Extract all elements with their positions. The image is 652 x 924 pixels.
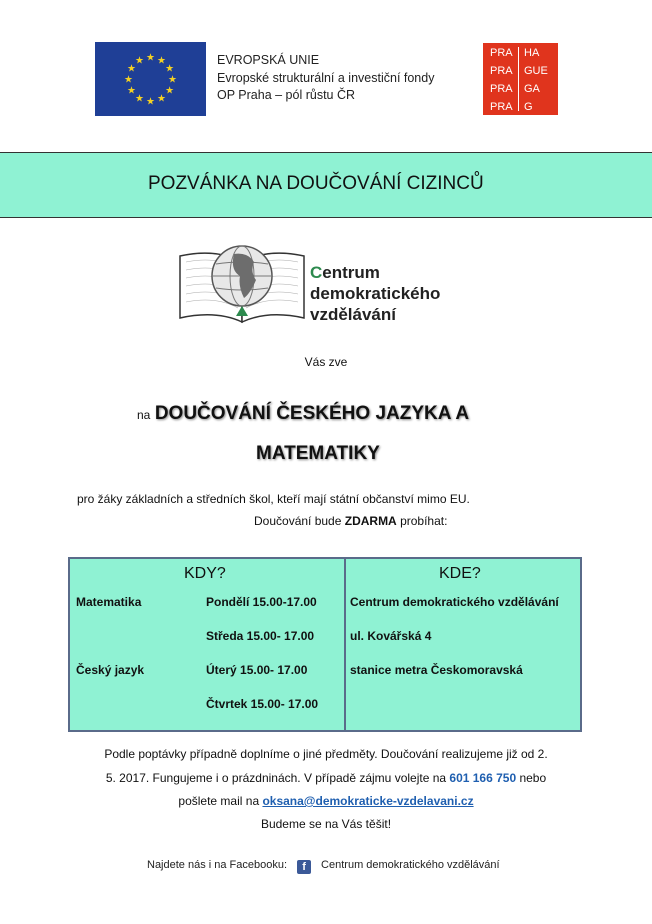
target-audience-text: pro žáky základních a středních škol, kteří mají státní občanství mimo EU. [77, 492, 470, 506]
praha-logo-left-column [490, 44, 513, 116]
praha-logo-text: PRA [490, 47, 513, 59]
praha-logo-text: PRA [490, 83, 513, 95]
praha-logo-divider [518, 47, 519, 111]
eu-star: ★ [146, 52, 155, 64]
schedule-table [68, 557, 582, 732]
info-text: nebo [516, 771, 547, 785]
email-link[interactable]: oksana@demokraticke-vzdelavani.cz [262, 794, 474, 808]
organization-line-2: demokratického [310, 284, 441, 303]
table-divider [344, 559, 346, 730]
eu-line-2: Evropské strukturální a investiční fondy [217, 70, 435, 85]
free-notice-text: Doučování bude [254, 514, 345, 528]
praha-logo-text: PRA [490, 101, 513, 113]
subject-czech: Český jazyk [76, 663, 145, 677]
info-text: 5. 2017. Fungujeme i o prázdninách. V případě zájmu volejte na [105, 771, 450, 785]
subject-math: Matematika [76, 595, 142, 609]
title-banner [0, 152, 652, 218]
eu-line-3: OP Praha – pól růstu ČR [217, 88, 356, 102]
where-header: KDE? [439, 565, 481, 582]
facebook-page-label[interactable]: Centrum demokratického vzdělávání [321, 859, 500, 871]
heading-text: DOUČOVÁNÍ ČESKÉHO JAZYKA A [154, 403, 470, 424]
free-notice-bold: ZDARMA [344, 514, 397, 528]
place-name: Centrum demokratického vzdělávání [350, 595, 559, 609]
time-slot: Čtvrtek 15.00- 17.00 [206, 697, 319, 711]
invite-text: Vás zve [304, 355, 348, 369]
organization-initial: C [310, 263, 323, 282]
time-slot: Pondělí 15.00-17.00 [206, 595, 317, 609]
place-metro: stanice metra Českomoravská [350, 663, 523, 677]
eu-star: ★ [165, 85, 175, 97]
page-title: POZVÁNKA NA DOUČOVÁNÍ CIZINCŮ [148, 173, 484, 194]
eu-star: ★ [157, 93, 166, 105]
free-notice-text: probíhat: [396, 514, 448, 528]
organization-name [310, 262, 440, 325]
info-line-3 [0, 794, 652, 808]
eu-star: ★ [165, 63, 175, 75]
footer-text: Najdete nás i na Facebooku: [147, 859, 288, 871]
eu-star: ★ [135, 55, 144, 67]
facebook-icon[interactable]: f [297, 860, 311, 874]
heading-prefix: na [137, 408, 151, 422]
phone-number[interactable]: 601 166 750 [449, 771, 517, 785]
info-line-2 [0, 771, 652, 785]
praha-logo-text: HA [524, 47, 540, 59]
place-address: ul. Kovářská 4 [350, 629, 432, 643]
praha-logo-text: G [524, 101, 533, 113]
eu-line-1: EVROPSKÁ UNIE [217, 53, 320, 67]
main-heading-line-2: MATEMATIKY [256, 443, 380, 464]
when-header: KDY? [184, 565, 226, 582]
time-slot: Úterý 15.00- 17.00 [206, 663, 308, 677]
eu-star: ★ [126, 63, 136, 75]
footer [147, 859, 500, 874]
eu-star: ★ [126, 85, 136, 97]
closing-line: Budeme se na Vás těšit! [260, 817, 392, 831]
free-notice [254, 514, 447, 528]
info-line-1: Podle poptávky případně doplníme o jiné předměty. Doučování realizujeme již od 2. [104, 747, 548, 761]
eu-star: ★ [135, 93, 144, 105]
eu-flag [95, 42, 206, 116]
main-heading-line-1 [137, 403, 469, 425]
eu-stars-icon [95, 42, 206, 116]
eu-star: ★ [157, 55, 166, 67]
eu-star: ★ [168, 74, 177, 86]
time-slot: Středa 15.00- 17.00 [206, 629, 315, 643]
praha-logo-text: GA [524, 83, 540, 95]
info-text: pošlete mail na [178, 794, 263, 808]
praha-logo-text: PRA [490, 65, 513, 77]
organization-word: entrum [322, 263, 380, 282]
eu-star: ★ [146, 96, 155, 108]
praha-logo-text: GUE [524, 65, 548, 77]
praha-logo-right-column [524, 44, 548, 116]
organization-line-3: vzdělávání [310, 305, 396, 324]
eu-text [217, 52, 434, 105]
organization-line-1 [310, 262, 440, 283]
eu-star: ★ [124, 74, 133, 86]
globe-book-logo-icon [176, 238, 316, 328]
praha-logo [483, 43, 558, 115]
